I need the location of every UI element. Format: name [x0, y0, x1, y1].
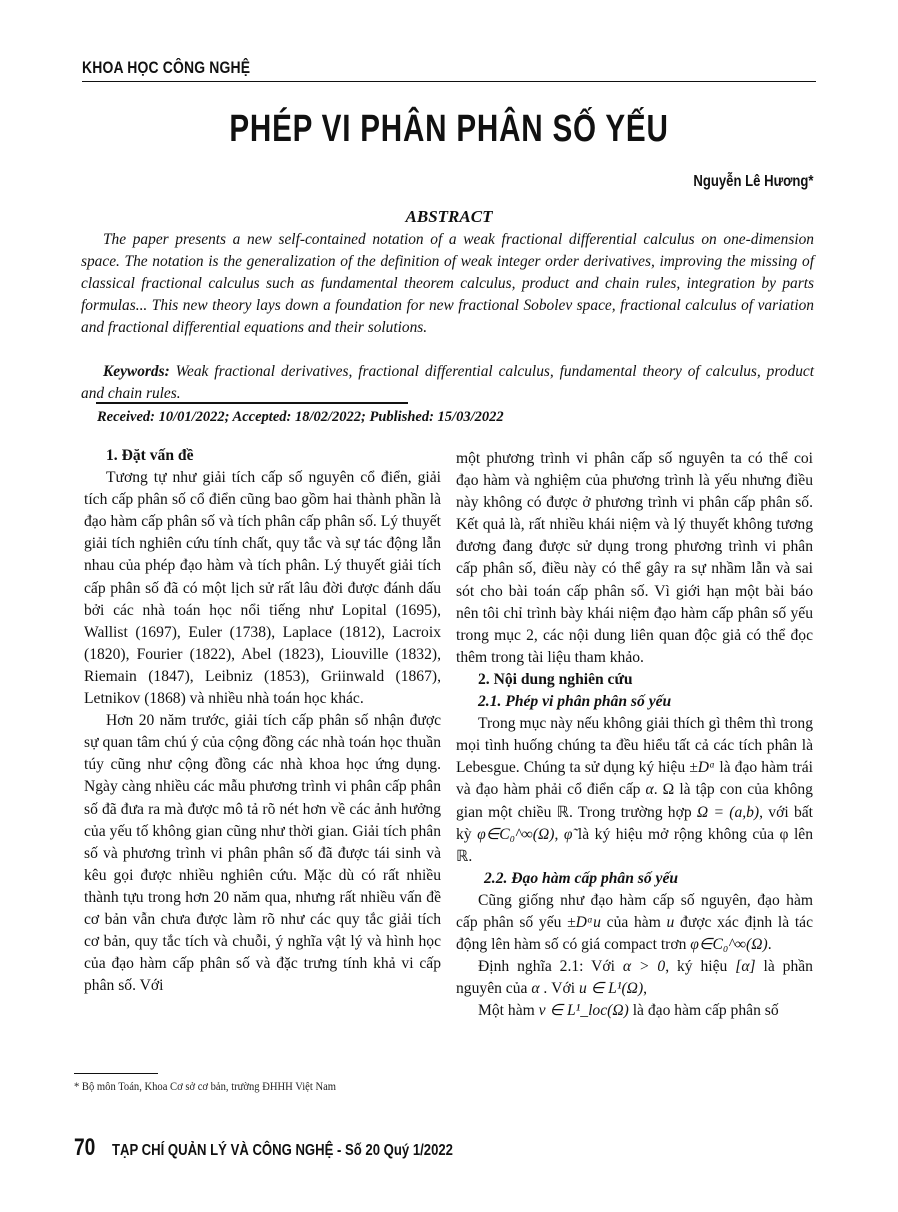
text: là ký hiệu mở rộng không của φ lên ℝ.	[456, 825, 813, 865]
section-label: KHOA HỌC CÔNG NGHỆ	[82, 58, 251, 77]
text: là phần nguyên của	[456, 958, 813, 998]
paragraph: Tương tự như giải tích cấp số nguyên cổ điển, giải tích cấp phân số cổ điển cũng bao gồm hai thành phần là đạo hàm cấp phân số và tích phân cấp phân số. Lý thuyết giải tích nghiên cứu tính chất, quy tắc và sự tác động lẫn nhau của phép đạo hàm và tích phân. Lý thuyết giải tích cấp phân số đã có một lịch sử rất lâu đời được đánh dấu bởi các nhà toán học nổi tiếng như Lopital (1695), Wallist (1697), Euler (1738), Laplace (1812), Lacroix (1820), Fourier (1822), Abel (1823), Liouville (1832), Riemain (1847), Leibniz (1853), Griinwald (1867), Letnikov (1868) và nhiều nhà toán học khác.	[84, 469, 441, 708]
math-test-function: φ∈C₀^∞(Ω)	[477, 825, 555, 843]
paragraph: Hơn 20 năm trước, giải tích cấp phân số nhận được sự quan tâm chú ý của cộng đồng các nhà toán học thuần túy cũng như cộng đồng các nhà khoa học ứng dụng. Ngày càng nhiều các mẫu phương trình vi phân cấp phân số đã đưa ra mà được mô tả rõ nét hơn về các ảnh hưởng của yếu tố không gian cũng như thời gian. Giải tích phân số và phương trình vi phân phân số đã được tái sinh và kêu gọi được nhiều nghiên cứu. Mặc dù có rất nhiều thành tựu trong hơn 20 năm qua, nhưng rất nhiều vấn đề cơ bản vẫn chưa được làm rõ như các quy tắc giải tích cơ bản, quy tắc tích và chuỗi, ý nghĩa vật lý và hình học của đạo hàm cấp phân số và đặc trưng tính khả vi cấp phân số. Với	[84, 712, 441, 995]
math-v-in-L1loc: v ∈ L¹_loc(Ω)	[538, 1002, 629, 1020]
section-2-2-heading: 2.2. Đạo hàm cấp phân số yếu	[484, 869, 679, 887]
math-floor-alpha: [α]	[735, 958, 756, 976]
math-derivative-symbol: ±Dᵅ	[689, 759, 716, 777]
text: , ký hiệu	[665, 958, 736, 976]
article-title: PHÉP VI PHÂN PHÂN SỐ YẾU	[229, 108, 669, 150]
text: Định nghĩa 2.1: Với	[478, 958, 623, 976]
left-column	[84, 445, 441, 997]
text: của hàm	[600, 913, 667, 931]
abstract-heading: ABSTRACT	[405, 207, 493, 226]
abstract-text: The paper presents a new self-contained notation of a weak fractional differential calculus on one-dimension space. The notation is the generalization of the definition of weak integer order derivatives, improving the missing of classical fractional calculus such as fundamental theorem calculus, product and chain rules, integration by parts formulas... This new theory lays down a foundation for new fractional Sobolev space, fractional calculus of variation and fractional differential equations and their solutions.	[81, 231, 814, 336]
text: là đạo hàm cấp phân số	[628, 1002, 779, 1020]
section-divider	[82, 81, 816, 82]
math-omega-interval: Ω = (a,b)	[696, 803, 760, 821]
journal-name: TẠP CHÍ QUẢN LÝ VÀ CÔNG NGHỆ - Số 20 Quý 1/2022	[112, 1142, 453, 1159]
section-2-heading: 2. Nội dung nghiên cứu	[478, 670, 633, 688]
text: Trong mục này nếu không giải thích gì thêm thì trong mọi tình huống chúng ta đều hiểu tất cả các tích phân là Lebesgue. Chúng ta sử dụng ký hiệu	[456, 715, 813, 777]
paragraph	[456, 713, 813, 868]
text: . Với	[539, 980, 579, 998]
footnote-divider	[74, 1073, 158, 1074]
text: là đạo hàm trái và đạo hàm phải cổ điển cấp	[456, 759, 813, 799]
right-column	[456, 448, 813, 1022]
math-alpha: α	[645, 781, 654, 799]
page-footer	[74, 1134, 528, 1162]
footnote: * Bộ môn Toán, Khoa Cơ sở cơ bản, trường ĐHHH Việt Nam	[74, 1081, 337, 1093]
publication-dates: Received: 10/01/2022; Accepted: 18/02/2022; Published: 15/03/2022	[97, 409, 504, 425]
math-phi-tilde: φ̃	[563, 825, 573, 843]
math-u-in-L1: u ∈ L¹(Ω)	[578, 980, 644, 998]
math-test-function: φ∈C₀^∞(Ω)	[690, 936, 768, 954]
text: Một hàm	[478, 1002, 539, 1020]
paragraph	[456, 890, 813, 956]
text: . Ω là tập con của không gian một chiều ℝ. Trong trường hợp	[456, 781, 813, 821]
paragraph	[456, 1000, 813, 1022]
math-weak-derivative: ±Dᵅu	[567, 913, 601, 931]
math-u: u	[666, 913, 675, 931]
keywords-label: Keywords:	[103, 363, 170, 380]
text: ,	[554, 825, 564, 843]
definition-2-1	[456, 956, 813, 1000]
section-1-heading: 1. Đặt vấn đề	[106, 447, 194, 464]
dates-divider	[96, 402, 408, 404]
math-alpha: α	[531, 980, 540, 998]
text: ,	[643, 980, 648, 998]
text: .	[767, 936, 772, 954]
text: được xác định là tác động lên hàm số có giá compact trơn	[456, 913, 813, 954]
section-2-1-heading: 2.1. Phép vi phân phân số yếu	[478, 693, 672, 711]
paragraph-continued: một phương trình vi phân cấp số nguyên ta có thể coi đạo hàm và nghiệm của phương trình là yếu nhưng điều này không có được ở phương trình vi phân cấp phân số. Kết quả là, rất nhiều khái niệm và lý thuyết không tương đương đang được sử dụng trong phương trình vi phân cấp phân số, điều này có thể gây ra sự nhầm lẫn và sai sót cho bài toán cấp phân số. Vì giới hạn một bài báo nên tôi chỉ trình bày khái niệm đạo hàm cấp phân số yếu trong mục 2, các nội dung liên quan độc giả có thể đọc thêm trong tài liệu tham khảo.	[456, 450, 813, 666]
keywords	[81, 361, 814, 405]
keywords-text: Weak fractional derivatives, fractional differential calculus, fundamental theory of calculus, product and chain rules.	[81, 363, 814, 402]
text: , với bất kỳ	[456, 803, 813, 843]
page-number: 70	[74, 1134, 96, 1161]
math-alpha-positive: α > 0	[622, 958, 666, 976]
article-author: Nguyễn Lê Hương*	[693, 173, 814, 190]
text: Cũng giống như đạo hàm cấp số nguyên, đạo hàm cấp phân số yếu	[456, 891, 813, 931]
